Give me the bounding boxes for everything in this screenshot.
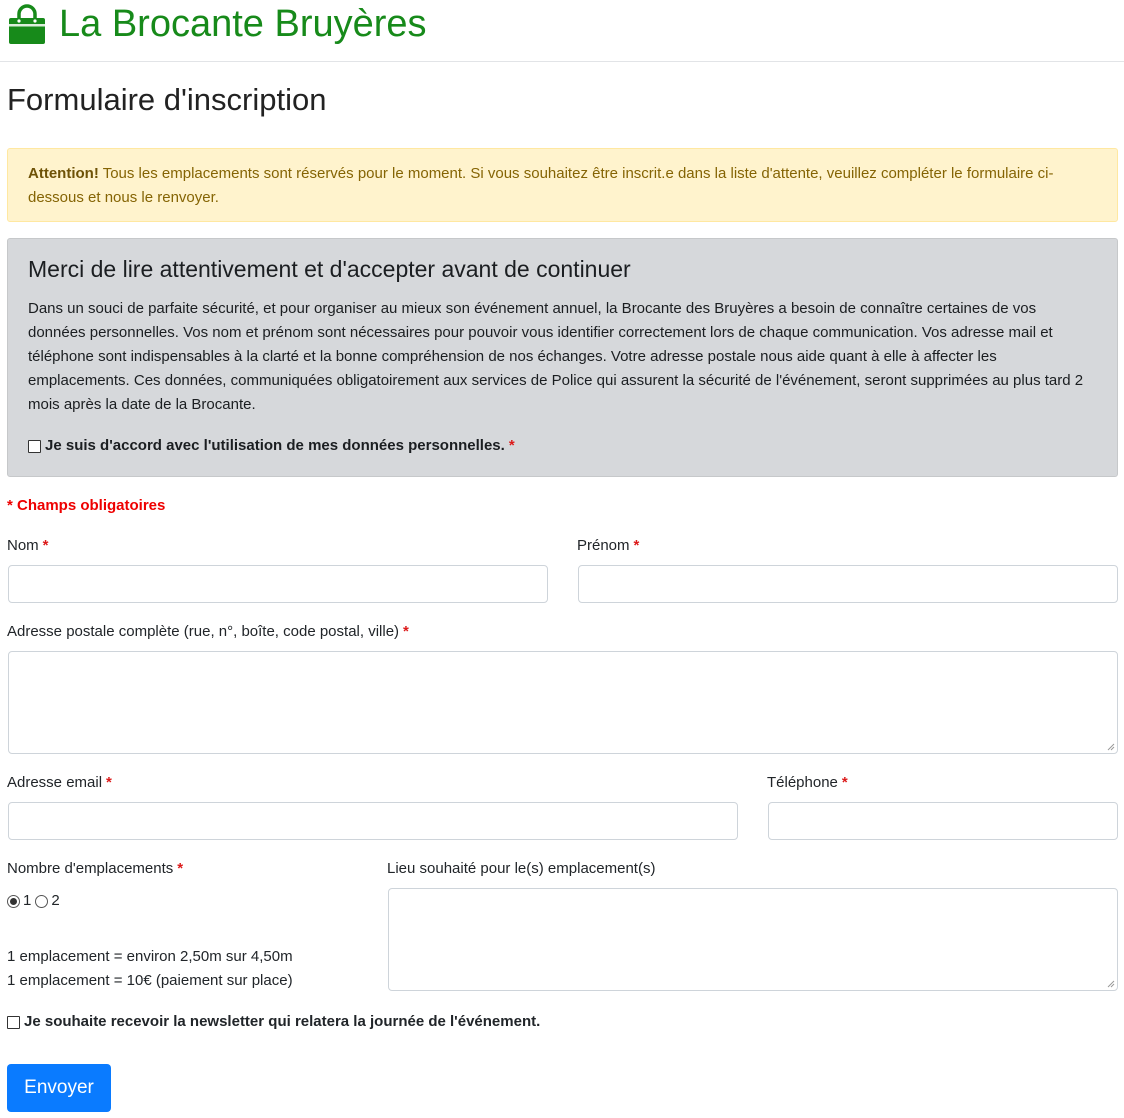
required-marker: * [106,774,112,791]
emplacements-radio-1[interactable] [7,895,20,908]
waiting-list-alert [7,148,1118,222]
newsletter-checkbox-label[interactable]: Je souhaite recevoir la newsletter qui relatera la journée de l'événement. [24,1013,541,1030]
nom-label-text: Nom [7,537,39,554]
prenom-label [577,534,639,558]
emplacement-price-info: 1 emplacement = 10€ (paiement sur place) [7,972,293,989]
prenom-input[interactable] [578,565,1118,603]
required-marker: * [403,623,409,640]
telephone-label [767,771,848,795]
consent-heading: Merci de lire attentivement et d'accepter avant de continuer [28,256,631,282]
alert-text: Tous les emplacements sont réservés pour le moment. Si vous souhaitez être inscrit.e dans la liste d'attente, veuillez compléter le formulaire ci-dessous et nous le renvoyer. [28,165,1054,206]
required-marker: * [841,774,848,791]
shopping-bag-icon [7,4,47,46]
consent-checkbox-row[interactable] [28,434,1097,458]
emplacements-radio-2[interactable] [35,895,48,908]
lieu-label: Lieu souhaité pour le(s) emplacement(s) [387,860,656,877]
emplacements-radio-1-label[interactable]: 1 [23,892,32,909]
consent-panel [7,238,1118,477]
email-input[interactable] [8,802,738,840]
submit-button[interactable]: Envoyer [7,1064,111,1112]
consent-checkbox[interactable] [28,440,41,453]
adresse-textarea[interactable] [8,651,1118,754]
required-marker: * [42,537,49,554]
newsletter-checkbox-row[interactable] [7,1010,540,1034]
required-marker: * [508,437,515,454]
telephone-input[interactable] [768,802,1118,840]
email-label-text: Adresse email [7,774,103,791]
resize-grip-icon[interactable] [1106,742,1115,751]
prenom-label-text: Prénom [577,537,630,554]
emplacements-label [7,857,183,881]
site-title[interactable]: La Brocante Bruyères [59,3,427,45]
alert-strong: Attention! [28,165,99,182]
emplacement-size-info: 1 emplacement = environ 2,50m sur 4,50m [7,948,293,965]
telephone-label-text: Téléphone [767,774,838,791]
page-title: Formulaire d'inscription [7,82,327,117]
emplacements-label-text: Nombre d'emplacements [7,860,174,877]
adresse-label [7,620,409,644]
lieu-textarea[interactable] [388,888,1118,991]
adresse-label-text: Adresse postale complète (rue, n°, boîte, code postal, ville) [7,623,400,640]
email-label [7,771,112,795]
newsletter-checkbox[interactable] [7,1016,20,1029]
consent-checkbox-label[interactable]: Je suis d'accord avec l'utilisation de mes données personnelles. [45,437,505,454]
emplacements-radio-2-label[interactable]: 2 [51,892,60,909]
consent-body: Dans un souci de parfaite sécurité, et pour organiser au mieux son événement annuel, la Brocante des Bruyères a besoin de connaître certaines de vos données personnelles. Vos nom et prénom sont nécessaires pour pouvoir vous identifier correctement lors de chaque communication. Vos adresse mail et téléphone sont indispensables à la clarté et la bonne compréhension de nos échanges. Votre adresse postale nous aide quant à elle à affecter les emplacements. Ces données, communiquées obligatoirement aux services de Police qui assurent la sécurité de l'événement, seront supprimées au plus tard 2 mois après la date de la Brocante. [28,300,1084,413]
emplacements-radio-group [7,889,64,913]
nom-input[interactable] [8,565,548,603]
required-fields-note: * Champs obligatoires [7,497,166,514]
required-marker: * [633,537,640,554]
site-header [0,0,1124,62]
required-marker: * [177,860,184,877]
nom-label [7,534,49,558]
resize-grip-icon[interactable] [1106,979,1115,988]
